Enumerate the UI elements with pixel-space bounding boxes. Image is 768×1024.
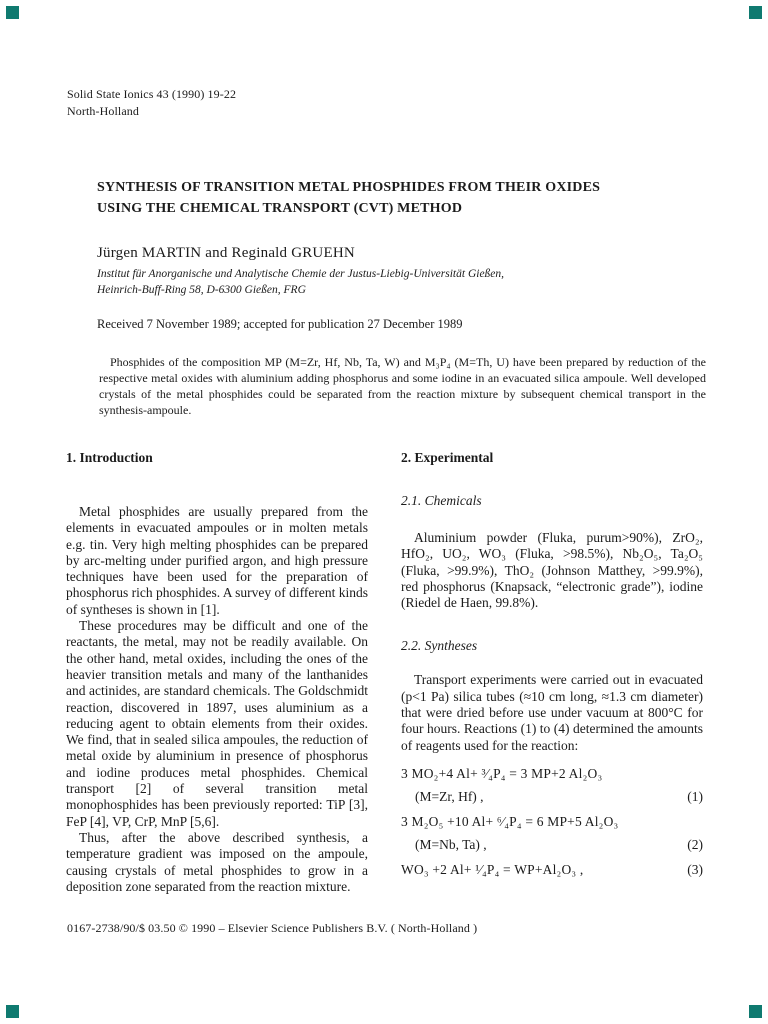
abstract-paragraph: Phosphides of the composition MP (M=Zr, Hf, Nb, Ta, W) and M₃P₄ (M=Th, U) have been prepared by reduction of the respective metal oxides with aluminium adding phosphorus and some iodine in an evacuated silica ampoule. Well developed crystals of the metal phosphides could be separated from the reaction mixture by subsequent chemical transport in the synthesis-ampoule. [99,355,706,417]
authors-line: Jürgen MARTIN and Reginald GRUEHN [97,245,355,261]
chemicals-paragraph: Aluminium powder (Fluka, purum>90%), ZrO₂, HfO₂, UO₂, WO₃ (Fluka, >98.5%), Nb₂O₅, Ta₂O₅ (Fluka, >99.9%), ThO₂ (Johnson Matthey, >99.9%), red phosphorus (Knapsack, “electronic grade”), iodine (Riedel de Haen, 99.8%). [401,530,703,611]
affiliation [97,267,504,298]
affiliation-line2: Heinrich-Buff-Ring 58, D-6300 Gießen, FRG [97,283,306,296]
right-column [401,449,703,879]
equation-1-condition: (M=Zr, Hf) , [415,788,484,804]
syntheses-paragraph: Transport experiments were carried out in evacuated (p<1 Pa) silica tubes (≈10 cm long, ≈1.3 cm diameter) that were dried before use under vacuum at 800°C for four hours. Reactions (1) to (4) determined the amounts of reagents used for the reaction: [401,672,703,753]
equation-2 [401,813,703,853]
fiducial-corner-marker-top-left [6,6,19,19]
equation-2-formula: 3 M₂O₅ +10 Al+ ⁶⁄₄P₄ = 6 MP+5 Al₂O₃ [401,813,619,829]
equation-3-number: (3) [687,861,703,877]
copyright-footer-line: 0167-2738/90/$ 03.50 © 1990 – Elsevier Science Publishers B.V. ( North-Holland ) [67,921,478,935]
article-title-line2: USING THE CHEMICAL TRANSPORT (CVT) METHOD [97,200,463,216]
journal-citation: Solid State Ionics 43 (1990) 19-22 [67,87,237,101]
intro-paragraph-2: These procedures may be difficult and one of the reactants, the metal, may not be readily available. On the other hand, metal oxides, including the ones of the heavier transition metals and many of the lanthanides and actinides, are standard chemicals. The Goldschmidt reaction, discovered in 1897, uses aluminium as a reducing agent to obtain elements from their oxides. We find, that in sealed silica ampoules, the reduction of metal oxide by aluminium in presence of phosphorus and iodine produces metal phosphides. Chemical transport [2] of several transition metal monophosphides has been previously reported: TiP [3], FeP [4], VP, CrP, MnP [5,6]. [66,618,368,829]
article-title-line1: SYNTHESIS OF TRANSITION METAL PHOSPHIDES FROM THEIR OXIDES [97,180,601,195]
fiducial-corner-marker-top-right [749,6,762,19]
left-column [66,449,368,895]
intro-paragraph-1: Metal phosphides are usually prepared from the elements in evacuated ampoules or in molten metals e.g. tin. Very high melting phosphides can be prepared by arc-melting under purified argon, and high pressure techniques have been used for the preparation of phosphorus rich phosphides. A survey of different kinds of syntheses is shown in [1]. [66,504,368,617]
equation-2-number: (2) [687,836,703,852]
subsection-heading-chemicals: 2.1. Chemicals [401,493,482,508]
reaction-equations [401,765,703,879]
publisher-imprint: North-Holland [67,104,139,118]
article-title [97,178,657,219]
subsection-heading-syntheses: 2.2. Syntheses [401,638,478,654]
equation-1-number: (1) [687,788,703,804]
section-heading-introduction: 1. Introduction [66,450,153,465]
fiducial-corner-marker-bottom-right [749,1005,762,1018]
equation-1 [401,765,703,805]
equation-3-formula: WO₃ +2 Al+ ¹⁄₄P₄ = WP+Al₂O₃ , [401,861,584,877]
equation-1-formula: 3 MO₂+4 Al+ ³⁄₄P₄ = 3 MP+2 Al₂O₃ [401,765,603,781]
equation-2-condition: (M=Nb, Ta) , [415,836,487,852]
fiducial-corner-marker-bottom-left [6,1005,19,1018]
equation-3 [401,861,703,879]
received-dates-line: Received 7 November 1989; accepted for publication 27 December 1989 [97,317,463,331]
section-heading-experimental: 2. Experimental [401,450,494,465]
affiliation-line1: Institut für Anorganische und Analytische Chemie der Justus-Liebig-Universität Gießen, [97,268,505,280]
intro-paragraph-3: Thus, after the above described synthesis, a temperature gradient was imposed on the ampoule, causing crystals of metal phosphides to grow in a deposition zone separated from the reaction mixture. [66,829,368,894]
journal-header [67,86,236,120]
